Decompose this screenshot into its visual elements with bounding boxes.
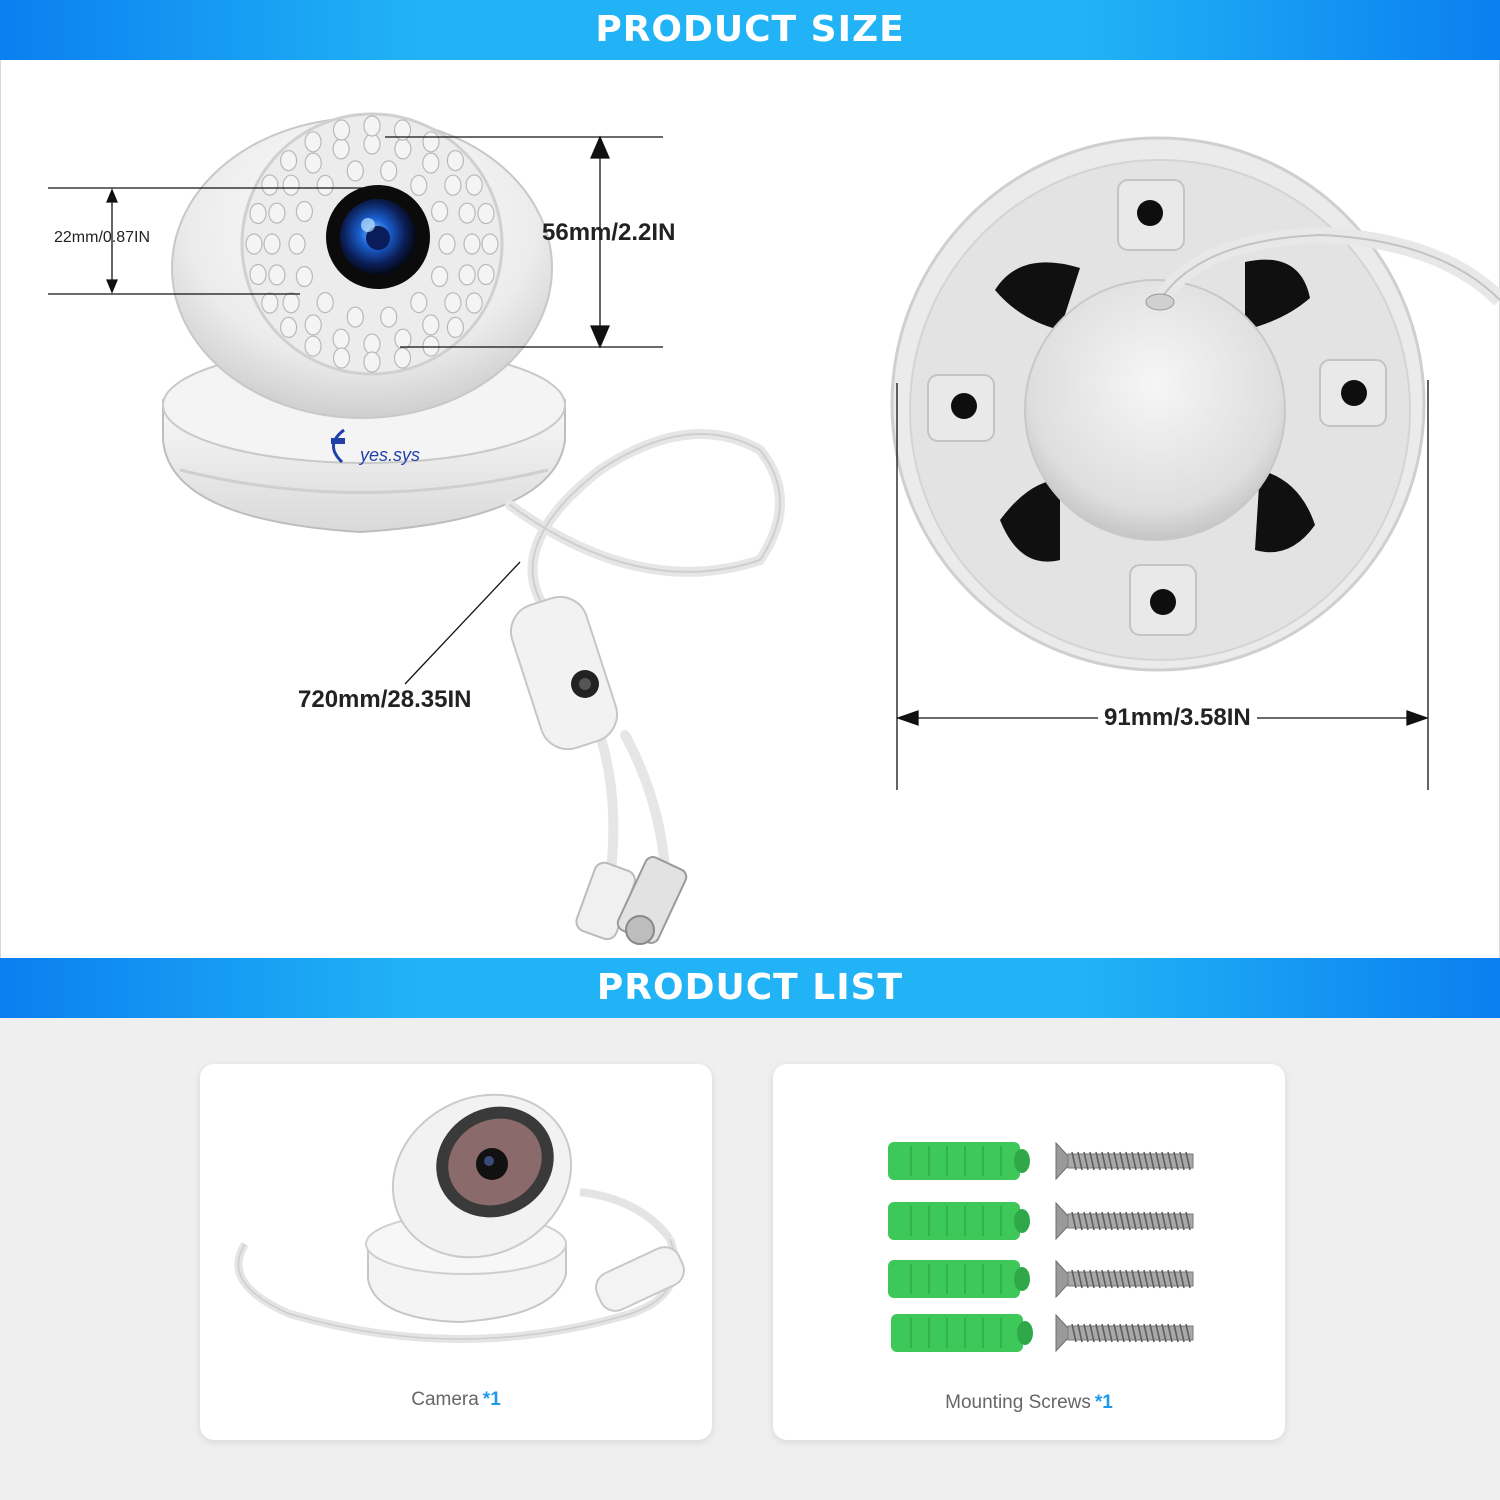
ir-led bbox=[250, 265, 266, 285]
camera-item-image bbox=[200, 1064, 712, 1364]
ir-led bbox=[305, 315, 321, 335]
screw-hole-bottom bbox=[1130, 565, 1196, 635]
ir-led bbox=[411, 293, 427, 313]
camera-front-view bbox=[163, 114, 565, 532]
ir-led bbox=[411, 175, 427, 195]
ir-led bbox=[264, 234, 280, 254]
ir-led bbox=[381, 307, 397, 327]
ir-led bbox=[482, 234, 498, 254]
ir-led bbox=[395, 329, 411, 349]
screw-hole-left bbox=[928, 375, 994, 441]
logo-text: yes.sys bbox=[360, 445, 421, 465]
ir-led bbox=[281, 317, 297, 337]
ir-led bbox=[432, 202, 448, 222]
lens-dimension-label: 22mm/0.87IN bbox=[54, 229, 151, 246]
ir-led bbox=[317, 175, 333, 195]
ir-led bbox=[445, 175, 461, 195]
ir-led bbox=[296, 267, 312, 287]
screws-item-image bbox=[773, 1064, 1285, 1364]
ir-led bbox=[466, 175, 482, 195]
ir-led bbox=[281, 151, 297, 171]
ir-led bbox=[347, 161, 363, 181]
ir-led bbox=[305, 132, 321, 152]
ir-led bbox=[364, 334, 380, 354]
ir-led bbox=[445, 293, 461, 313]
camera-item-qty: *1 bbox=[482, 1389, 501, 1410]
ir-led bbox=[334, 348, 350, 368]
ir-led bbox=[296, 202, 312, 222]
ir-led bbox=[447, 151, 463, 171]
screw-hole-top bbox=[1118, 180, 1184, 250]
wall-anchor bbox=[888, 1260, 1020, 1298]
ir-led bbox=[305, 153, 321, 173]
wall-anchor bbox=[888, 1202, 1020, 1240]
screw-hole-right bbox=[1320, 360, 1386, 426]
ir-led bbox=[250, 204, 266, 224]
ir-led bbox=[283, 293, 299, 313]
anchor-screw-pair bbox=[888, 1142, 1193, 1180]
ir-led bbox=[364, 352, 380, 372]
screws-item-label bbox=[773, 1392, 1285, 1414]
ir-led bbox=[478, 265, 494, 285]
ir-led bbox=[459, 265, 475, 285]
diameter-dimension-label: 91mm/3.58IN bbox=[1098, 704, 1257, 732]
ir-led bbox=[269, 203, 285, 223]
anchor-screw-pair bbox=[891, 1314, 1193, 1352]
ir-led bbox=[464, 234, 480, 254]
ir-led bbox=[395, 139, 411, 159]
screws-item-card bbox=[773, 1064, 1285, 1440]
ir-led bbox=[347, 307, 363, 327]
ir-led bbox=[364, 134, 380, 154]
cable-length-label: 720mm/28.35IN bbox=[298, 686, 472, 713]
ir-led bbox=[395, 348, 411, 368]
ir-led bbox=[478, 204, 494, 224]
ir-led bbox=[423, 132, 439, 152]
ir-led bbox=[262, 175, 278, 195]
ir-led bbox=[423, 153, 439, 173]
camera-item-card bbox=[200, 1064, 712, 1440]
anchor-screw-pair bbox=[888, 1260, 1193, 1298]
ir-led bbox=[289, 234, 305, 254]
screws-item-name: Mounting Screws bbox=[945, 1392, 1091, 1413]
ir-led bbox=[269, 265, 285, 285]
cable-splitter bbox=[504, 590, 625, 757]
ir-led bbox=[439, 234, 455, 254]
ir-led bbox=[317, 293, 333, 313]
ir-led bbox=[459, 203, 475, 223]
product-list-banner: PRODUCT LIST bbox=[0, 958, 1500, 1018]
ir-led bbox=[423, 315, 439, 335]
camera-base-view bbox=[892, 138, 1500, 670]
ir-led bbox=[381, 161, 397, 181]
ir-led bbox=[262, 293, 278, 313]
ir-led bbox=[432, 267, 448, 287]
ir-led bbox=[305, 336, 321, 356]
ir-led bbox=[283, 175, 299, 195]
ir-led bbox=[466, 293, 482, 313]
anchor-screw-pair bbox=[888, 1202, 1193, 1240]
height-dimension-label: 56mm/2.2IN bbox=[542, 219, 676, 246]
ir-led bbox=[333, 139, 349, 159]
wall-anchor bbox=[888, 1142, 1020, 1180]
product-size-banner: PRODUCT SIZE bbox=[0, 0, 1500, 60]
camera-item-label bbox=[200, 1389, 712, 1411]
ir-led bbox=[447, 317, 463, 337]
camera-item-name: Camera bbox=[411, 1389, 479, 1410]
ir-led bbox=[333, 329, 349, 349]
ir-led bbox=[246, 234, 262, 254]
ir-led bbox=[334, 120, 350, 140]
ir-led bbox=[364, 116, 380, 136]
screws-item-qty: *1 bbox=[1094, 1392, 1113, 1413]
ir-led bbox=[423, 336, 439, 356]
